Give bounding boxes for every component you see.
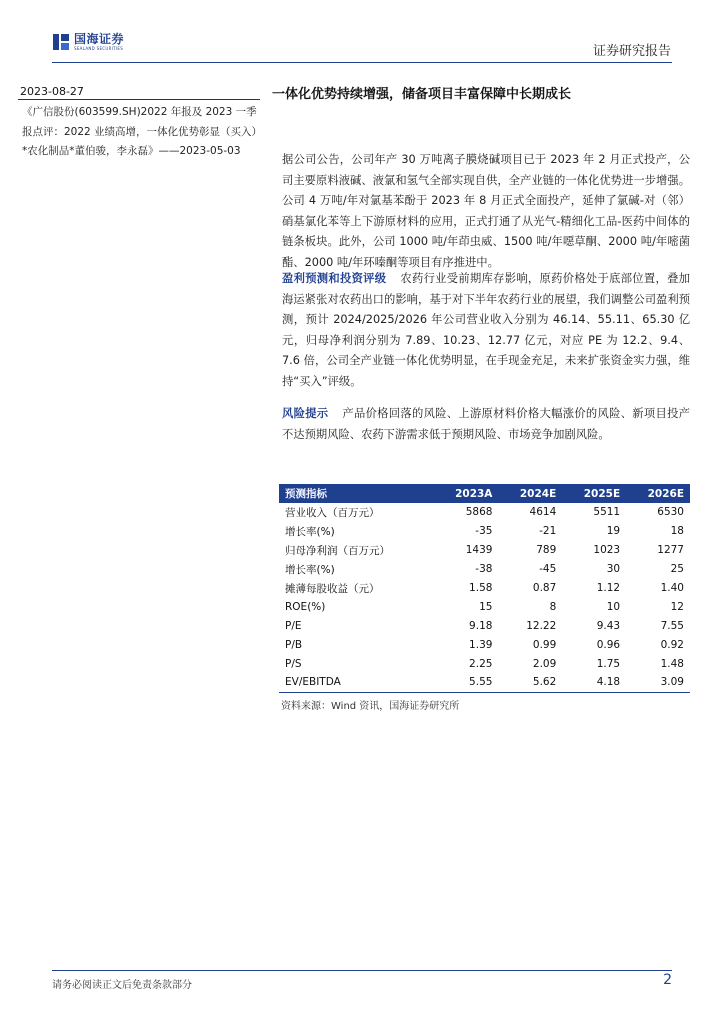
paragraph-forecast-heading: 盈利预测和投资评级 (282, 272, 387, 285)
table-cell: 4.18 (562, 673, 626, 692)
paragraph-risk-heading: 风险提示 (282, 407, 329, 420)
paragraph-forecast-body: 农药行业受前期库存影响，原药价格处于底部位置，叠加海运紧张对农药出口的影响，基于对下半年农药行业的展望，我们调整公司盈利预测，预计 2024/2025/2026 年公司营业收入分别为 46.14、55.11、65.30 亿元，归母净利润分别为 7.89、10.23、12.77 亿元，对应 PE 为 12.2、9.4、7.6 倍，公司全产业链一体化优势明显，在手现金充足，未来扩张资金实力强，维持“买入”评级。 (282, 272, 690, 388)
forecast-table (279, 484, 690, 693)
table-header-cell: 2023A (433, 484, 498, 503)
table-cell: 9.18 (469, 619, 493, 632)
table-cell: 增长率(%) (285, 563, 335, 576)
table-cell: 0.87 (532, 582, 557, 594)
table-row (279, 579, 690, 598)
table-cell: 5.62 (498, 673, 562, 692)
table-cell: 10 (606, 600, 621, 613)
table-cell: P/B (285, 638, 303, 651)
table-header-row (279, 484, 690, 503)
table-cell: 1.75 (596, 657, 621, 670)
table-row (279, 522, 690, 541)
table-cell: 1277 (657, 544, 684, 557)
paragraph-forecast (282, 269, 690, 393)
table-cell: 19 (606, 525, 621, 538)
paragraph-risk-body: 产品价格回落的风险、上游原材料价格大幅涨价的风险、新项目投产不达预期风险、农药下游需求低于预期风险、市场竞争加剧风险。 (282, 407, 690, 441)
report-date: 2023-08-27 (20, 85, 84, 98)
table-cell: P/S (285, 657, 302, 670)
table-cell: 9.43 (596, 619, 621, 632)
table-cell: ROE(%) (285, 600, 326, 613)
footer-divider (52, 970, 672, 971)
table-cell: 8 (549, 600, 557, 613)
table-cell: 1023 (593, 544, 621, 557)
table-cell: 摊薄每股收益（元） (285, 582, 380, 595)
table-cell: 2.25 (469, 657, 493, 670)
table-row (279, 673, 690, 692)
table-cell: 4614 (529, 506, 557, 519)
table-row (279, 654, 690, 673)
table-cell: 1.39 (469, 638, 493, 651)
table-row (279, 503, 690, 522)
table-cell: EV/EBITDA (279, 673, 433, 692)
table-cell: 30 (606, 563, 621, 576)
table-cell: 增长率(%) (285, 525, 335, 538)
logo-name-cn: 国海证券 (74, 32, 125, 46)
table-header-cell: 预测指标 (279, 484, 433, 503)
table-cell: 5.55 (433, 673, 498, 692)
table-cell: -21 (539, 525, 557, 538)
footer-disclaimer: 请务必阅读正文后免责条款部分 (52, 980, 192, 991)
table-cell: 1.40 (660, 582, 684, 594)
table-cell: 1.12 (596, 582, 621, 594)
section-title: 一体化优势持续增强，储备项目丰富保障中长期成长 (272, 87, 572, 102)
table-cell: 7.55 (660, 619, 684, 632)
paragraph-risk (282, 404, 690, 445)
table-row (279, 541, 690, 560)
paragraph-overview: 据公司公告，公司年产 30 万吨离子膜烧碱项目已于 2023 年 2 月正式投产，公司主要原料液碱、液氯和氢气全部实现自供，全产业链的一体化优势进一步增强。公司 4 万吨/年对氯基苯酚于 2023 年 8 月正式全面投产，延伸了氯碱-对（邻）硝基氯化苯等上下游原材料的应用，正式打通了从光气-精细化工品-医药中间体的链条板块。此外，公司 1000 吨/年茚虫威、1500 吨/年噁草酮、2000 吨/年嘧菌酯、2000 吨/年环嗪酮等项目有序推进中。 (282, 153, 690, 269)
table-cell: 1.58 (469, 582, 493, 594)
related-report-reference: 《广信股份(603599.SH)2022 年报及 2023 一季报点评：2022 业绩高增，一体化优势彰显（买入）*农化制品*董伯骏，李永磊》——2023-05-03 (22, 106, 257, 157)
page-number: 2 (663, 972, 672, 988)
table-cell: 12.22 (526, 619, 557, 632)
table-cell: 18 (670, 525, 684, 538)
table-cell: P/E (285, 619, 302, 632)
table-header-cell: 2024E (498, 484, 562, 503)
logo-mark-icon (52, 32, 70, 52)
table-cell: 0.96 (596, 638, 621, 651)
table-cell: 5511 (593, 506, 621, 519)
table-cell: 归母净利润（百万元） (285, 544, 390, 557)
table-cell: 1.48 (660, 657, 684, 670)
table-cell: -38 (475, 563, 493, 576)
table-cell: 2.09 (532, 657, 557, 670)
table-source-note: 资料来源：Wind 资讯，国海证券研究所 (281, 701, 460, 712)
table-cell: -45 (539, 563, 557, 576)
header-divider (52, 62, 672, 63)
table-cell: 3.09 (626, 673, 690, 692)
company-logo (52, 30, 136, 54)
table-cell: 789 (536, 544, 557, 557)
table-cell: -35 (475, 525, 493, 538)
table-cell: 营业收入（百万元） (285, 506, 380, 519)
table-row (279, 616, 690, 635)
table-row (279, 560, 690, 579)
table-cell: 0.92 (660, 638, 684, 651)
table-row (279, 635, 690, 654)
table-cell: 12 (670, 600, 684, 613)
table-cell: 25 (670, 563, 684, 576)
table-cell: 5868 (465, 506, 493, 519)
table-cell: 15 (479, 600, 493, 613)
table-row (279, 597, 690, 616)
table-cell: 0.99 (532, 638, 557, 651)
table-header-cell: 2026E (626, 484, 690, 503)
table-cell: 1439 (465, 544, 493, 557)
table-header-cell: 2025E (562, 484, 626, 503)
document-type-label: 证券研究报告 (592, 44, 671, 59)
table-cell: 6530 (657, 506, 684, 519)
left-divider (18, 99, 260, 100)
logo-name-en: SEALAND SECURITIES (74, 46, 124, 51)
